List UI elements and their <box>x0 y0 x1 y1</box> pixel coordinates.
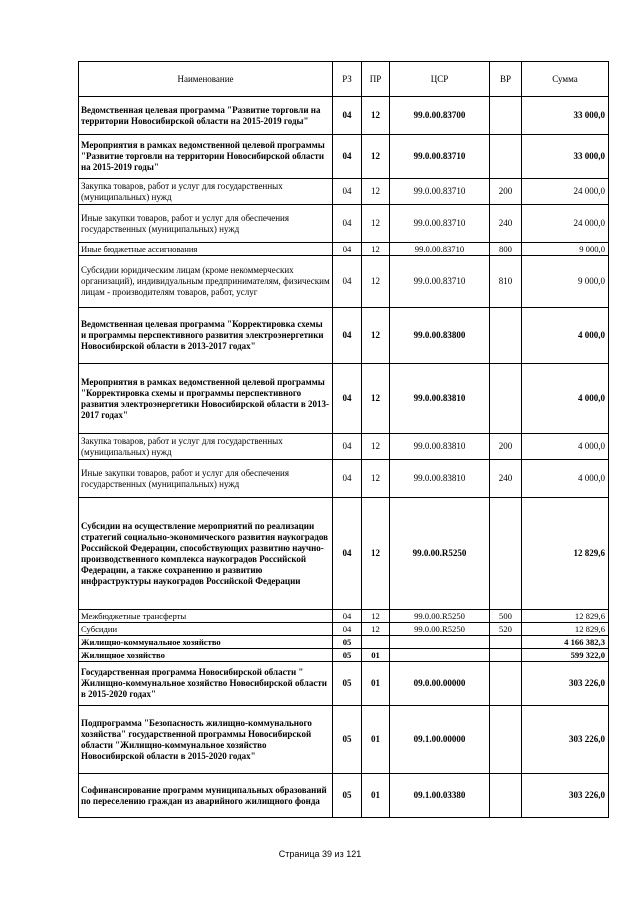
header-pr: ПР <box>362 62 390 97</box>
cell-sum: 303 226,0 <box>522 662 609 706</box>
cell-vr <box>490 498 522 610</box>
cell-sum: 9 000,0 <box>522 243 609 256</box>
cell-rz: 04 <box>333 623 362 636</box>
cell-rz: 05 <box>333 636 362 649</box>
cell-vr <box>490 636 522 649</box>
cell-pr: 01 <box>362 774 390 818</box>
cell-vr <box>490 97 522 135</box>
cell-rz: 04 <box>333 205 362 243</box>
cell-rz: 04 <box>333 135 362 179</box>
cell-name: Закупка товаров, работ и услуг для государственных (муниципальных) нужд <box>79 434 333 460</box>
cell-pr: 01 <box>362 706 390 774</box>
cell-pr: 12 <box>362 205 390 243</box>
cell-csr: 99.0.00.R5250 <box>390 623 490 636</box>
cell-vr: 500 <box>490 610 522 623</box>
table-row <box>79 364 609 434</box>
cell-csr: 99.0.00.83810 <box>390 434 490 460</box>
cell-csr: 99.0.00.R5250 <box>390 498 490 610</box>
table-row <box>79 774 609 818</box>
cell-name: Межбюджетные трансферты <box>79 610 333 623</box>
cell-rz: 04 <box>333 256 362 308</box>
cell-csr: 99.0.00.83700 <box>390 97 490 135</box>
cell-name: Закупка товаров, работ и услуг для государственных (муниципальных) нужд <box>79 179 333 205</box>
cell-rz: 04 <box>333 179 362 205</box>
cell-rz: 04 <box>333 460 362 498</box>
cell-vr: 240 <box>490 460 522 498</box>
budget-table <box>78 61 609 818</box>
table-row <box>79 460 609 498</box>
header-row <box>79 62 609 97</box>
cell-vr: 520 <box>490 623 522 636</box>
cell-vr <box>490 649 522 662</box>
table-row <box>79 636 609 649</box>
cell-vr: 200 <box>490 434 522 460</box>
cell-rz: 04 <box>333 610 362 623</box>
cell-sum: 303 226,0 <box>522 774 609 818</box>
cell-csr: 09.1.00.00000 <box>390 706 490 774</box>
cell-name: Мероприятия в рамках ведомственной целевой программы "Развитие торговли на территории Новосибирской области на 2015-2019 годы" <box>79 135 333 179</box>
cell-vr: 240 <box>490 205 522 243</box>
cell-rz: 04 <box>333 364 362 434</box>
cell-rz: 05 <box>333 774 362 818</box>
table-row <box>79 243 609 256</box>
cell-sum: 12 829,6 <box>522 623 609 636</box>
cell-sum: 33 000,0 <box>522 97 609 135</box>
cell-csr: 99.0.00.83710 <box>390 135 490 179</box>
cell-vr: 200 <box>490 179 522 205</box>
cell-sum: 9 000,0 <box>522 256 609 308</box>
table-row <box>79 610 609 623</box>
cell-rz: 04 <box>333 243 362 256</box>
cell-vr <box>490 308 522 364</box>
cell-pr: 12 <box>362 256 390 308</box>
cell-name: Субсидии на осуществление мероприятий по реализации стратегий социально-экономического развития наукоградов Российской Федерации, способствующих развитию научно-производственного комплекса наукоградов Российской Федерации, а также сохранению и развитию инфраструктуры наукоградов Российской Федерации <box>79 498 333 610</box>
table-body <box>79 97 609 818</box>
table-row <box>79 179 609 205</box>
cell-csr: 99.0.00.83810 <box>390 460 490 498</box>
cell-sum: 4 000,0 <box>522 460 609 498</box>
cell-pr: 12 <box>362 434 390 460</box>
cell-name: Иные закупки товаров, работ и услуг для обеспечения государственных (муниципальных) нужд <box>79 460 333 498</box>
cell-csr: 09.1.00.03380 <box>390 774 490 818</box>
cell-name: Государственная программа Новосибирской области " Жилищно-коммунальное хозяйство Новосибирской области в 2015-2020 годах" <box>79 662 333 706</box>
table-row <box>79 706 609 774</box>
cell-name: Жилищное хозяйство <box>79 649 333 662</box>
cell-pr: 12 <box>362 364 390 434</box>
cell-name: Иные бюджетные ассигнования <box>79 243 333 256</box>
cell-sum: 4 000,0 <box>522 308 609 364</box>
cell-rz: 04 <box>333 308 362 364</box>
table-row <box>79 205 609 243</box>
cell-vr: 810 <box>490 256 522 308</box>
cell-vr <box>490 135 522 179</box>
cell-pr: 12 <box>362 623 390 636</box>
cell-csr: 99.0.00.83800 <box>390 308 490 364</box>
cell-pr: 01 <box>362 662 390 706</box>
cell-rz: 04 <box>333 498 362 610</box>
cell-name: Ведомственная целевая программа "Корректировка схемы и программы перспективного развития электроэнергетики Новосибирской области в 2013-2017 годах" <box>79 308 333 364</box>
cell-name: Ведомственная целевая программа "Развитие торговли на территории Новосибирской области на 2015-2019 годы" <box>79 97 333 135</box>
cell-pr: 12 <box>362 243 390 256</box>
table-row <box>79 649 609 662</box>
cell-pr: 12 <box>362 610 390 623</box>
cell-rz: 05 <box>333 706 362 774</box>
cell-sum: 12 829,6 <box>522 498 609 610</box>
cell-rz: 04 <box>333 97 362 135</box>
cell-name: Мероприятия в рамках ведомственной целевой программы "Корректировка схемы и программы перспективного развития электроэнергетики Новосибирской области в 2013-2017 годах" <box>79 364 333 434</box>
cell-rz: 05 <box>333 662 362 706</box>
cell-sum: 33 000,0 <box>522 135 609 179</box>
cell-name: Софинансирование программ муниципальных образований по переселению граждан из аварийного жилищного фонда <box>79 774 333 818</box>
table-row <box>79 498 609 610</box>
cell-name: Субсидии юридическим лицам (кроме некоммерческих организаций), индивидуальным предпринимателям, физическим лицам - производителям товаров, работ, услуг <box>79 256 333 308</box>
cell-vr <box>490 706 522 774</box>
table-row <box>79 97 609 135</box>
cell-pr: 12 <box>362 308 390 364</box>
cell-vr <box>490 662 522 706</box>
cell-csr: 99.0.00.83810 <box>390 364 490 434</box>
cell-csr <box>390 649 490 662</box>
cell-csr: 99.0.00.83710 <box>390 243 490 256</box>
cell-sum: 4 166 382,3 <box>522 636 609 649</box>
table-row <box>79 623 609 636</box>
cell-pr: 12 <box>362 460 390 498</box>
table-row <box>79 308 609 364</box>
cell-rz: 04 <box>333 434 362 460</box>
cell-pr: 12 <box>362 135 390 179</box>
cell-sum: 24 000,0 <box>522 205 609 243</box>
cell-pr: 12 <box>362 498 390 610</box>
cell-csr: 09.0.00.00000 <box>390 662 490 706</box>
page-number: Страница 39 из 121 <box>278 849 362 859</box>
cell-pr: 01 <box>362 649 390 662</box>
cell-pr: 12 <box>362 97 390 135</box>
cell-name: Субсидии <box>79 623 333 636</box>
cell-csr: 99.0.00.R5250 <box>390 610 490 623</box>
table-row <box>79 256 609 308</box>
table-row <box>79 135 609 179</box>
cell-sum: 303 226,0 <box>522 706 609 774</box>
cell-csr <box>390 636 490 649</box>
header-rz: РЗ <box>333 62 362 97</box>
cell-vr <box>490 364 522 434</box>
cell-rz: 05 <box>333 649 362 662</box>
cell-sum: 599 322,0 <box>522 649 609 662</box>
cell-name: Жилищно-коммунальное хозяйство <box>79 636 333 649</box>
cell-name: Подпрограмма "Безопасность жилищно-коммунального хозяйства" государственной программы Новосибирской области "Жилищно-коммунальное хозяйство Новосибирской области в 2015-2020 годах" <box>79 706 333 774</box>
cell-pr <box>362 636 390 649</box>
cell-pr: 12 <box>362 179 390 205</box>
cell-csr: 99.0.00.83710 <box>390 179 490 205</box>
cell-sum: 24 000,0 <box>522 179 609 205</box>
cell-name: Иные закупки товаров, работ и услуг для обеспечения государственных (муниципальных) нужд <box>79 205 333 243</box>
header-vr: ВР <box>490 62 522 97</box>
cell-vr <box>490 774 522 818</box>
cell-sum: 12 829,6 <box>522 610 609 623</box>
cell-csr: 99.0.00.83710 <box>390 256 490 308</box>
cell-sum: 4 000,0 <box>522 434 609 460</box>
header-sum: Сумма <box>522 62 609 97</box>
cell-sum: 4 000,0 <box>522 364 609 434</box>
table-row <box>79 662 609 706</box>
header-csr: ЦСР <box>390 62 490 97</box>
table-row <box>79 434 609 460</box>
cell-csr: 99.0.00.83710 <box>390 205 490 243</box>
cell-vr: 800 <box>490 243 522 256</box>
header-name: Наименование <box>79 62 333 97</box>
